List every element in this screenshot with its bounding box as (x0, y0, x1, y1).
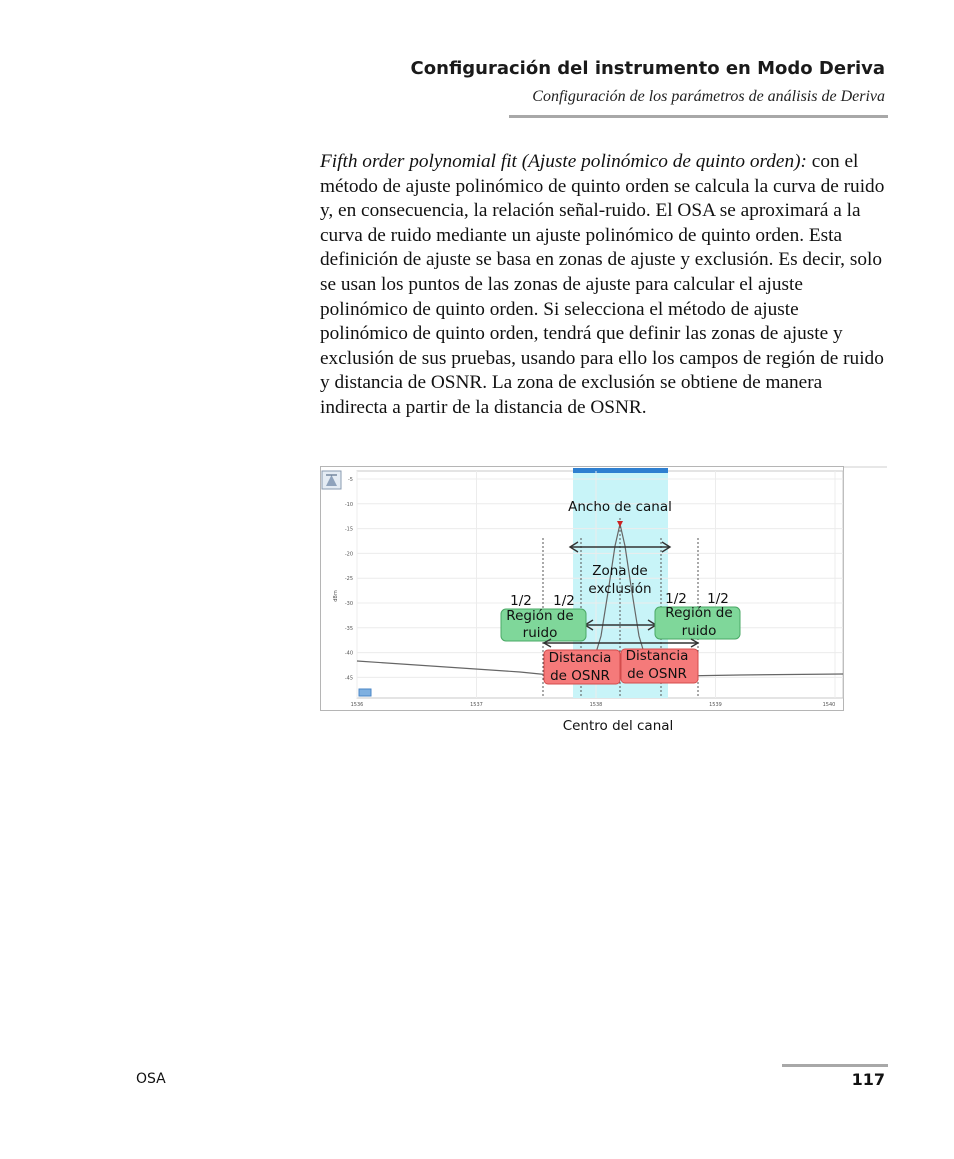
exclusion-zone-label-line1: Zona de (592, 563, 648, 579)
y-tick-label: -5 (348, 477, 353, 483)
exclusion-zone-label-line2: exclusión (588, 581, 652, 597)
body-text: con el método de ajuste polinómico de quinto orden se calcula la curva de ruido y, en consecuencia, la relación señal-ruido. El OSA se aproximará a la curva de ruido mediante un ajuste polinómico de quinto orden. Esta definición de ajuste se basa en zonas de ajuste y exclusión. Es decir, solo se usan los puntos de las zonas de ajuste para calcular el ajuste polinómico de quinto orden. Si selecciona el método de ajuste polinómico de quinto orden, tendrá que definir las zonas de ajuste y exclusión de sus pruebas, usando para ello los campos de región de ruido y distancia de OSNR. La zona de exclusión se obtiene de manera indirecta a partir de la distancia de OSNR. (320, 151, 885, 418)
zoom-tool-icon[interactable] (322, 471, 341, 489)
channel-width-label: Ancho de canal (568, 499, 672, 515)
half-label-left-outer: 1/2 (510, 593, 532, 609)
y-tick-label: -35 (344, 625, 353, 632)
osnr-distance-right-label-line1: Distancia (625, 648, 689, 664)
y-tick-label: -25 (344, 576, 353, 583)
y-tick-label: -30 (344, 601, 353, 607)
channel-band-top (573, 468, 668, 473)
osnr-distance-right-label-line2: de OSNR (627, 666, 687, 682)
x-tick-label: 1538 (589, 702, 603, 708)
y-tick-label: -20 (344, 551, 353, 558)
noise-region-right-label-line2: ruido (681, 623, 717, 639)
header-title: Configuración del instrumento en Modo Deriva (410, 58, 885, 79)
header-rule (509, 115, 888, 118)
footer-rule (782, 1064, 888, 1067)
x-tick-label: 1539 (709, 702, 722, 708)
body-paragraph (320, 150, 885, 421)
noise-region-right-label-line1: Región de (665, 605, 733, 621)
y-tick-label: -45 (344, 675, 353, 682)
body-lead: Fifth order polynomial fit (Ajuste polinómico de quinto orden): (320, 151, 807, 172)
osnr-distance-left-label-line1: Distancia (548, 650, 612, 666)
header-subtitle: Configuración de los parámetros de análisis de Deriva (532, 88, 885, 105)
half-label-left-inner: 1/2 (553, 593, 575, 609)
channel-center-label: Centro del canal (562, 718, 674, 734)
y-tick-label: -15 (344, 526, 353, 533)
scroll-indicator[interactable] (359, 689, 371, 696)
x-tick-label: 1536 (350, 702, 364, 708)
drift-fit-figure (320, 466, 887, 736)
footer-product: OSA (136, 1071, 166, 1087)
y-tick-label: -40 (344, 650, 353, 657)
x-tick-label: 1537 (470, 702, 483, 708)
x-tick-label: 1540 (822, 702, 836, 708)
y-axis-unit: dBm (333, 590, 339, 602)
noise-region-left-label-line2: ruido (522, 625, 558, 641)
noise-region-left-label-line1: Región de (506, 608, 574, 624)
half-label-right-inner: 1/2 (665, 591, 687, 607)
page-number: 117 (851, 1070, 885, 1089)
y-tick-label: -10 (344, 501, 353, 508)
osnr-distance-left-label-line2: de OSNR (550, 668, 610, 684)
half-label-right-outer: 1/2 (707, 591, 729, 607)
